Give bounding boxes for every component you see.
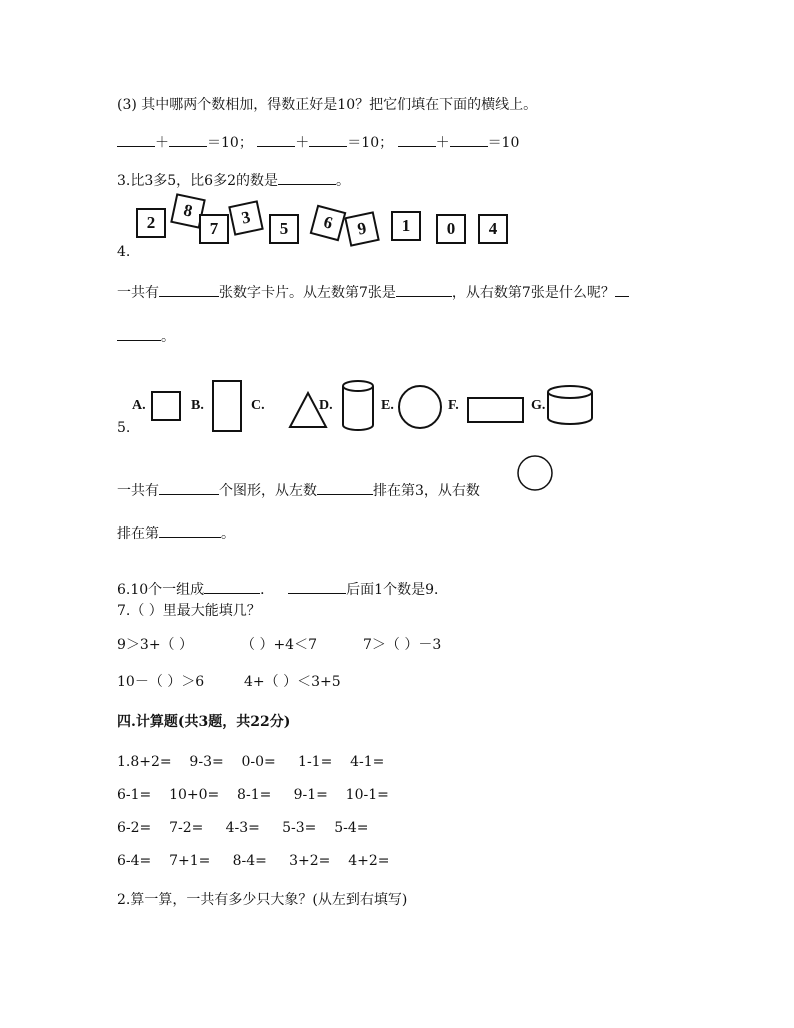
answer-blank[interactable]	[450, 132, 488, 147]
circle-icon	[516, 454, 556, 494]
shape-label-g: G.	[531, 398, 546, 413]
shape-label-c: C.	[251, 398, 265, 413]
plus-sign: ＋	[435, 135, 450, 151]
text: 排在第	[117, 526, 159, 542]
number-card: 5	[269, 214, 299, 244]
answer-blank[interactable]	[204, 579, 260, 594]
plus-sign: ＋	[155, 135, 169, 151]
shape-label-d: D.	[319, 398, 333, 413]
number-card: 6	[310, 205, 347, 242]
question-4-number: 4.	[117, 244, 131, 260]
equals-ten: ＝10	[487, 135, 520, 151]
number-card: 3	[228, 200, 264, 236]
answer-blank[interactable]	[278, 170, 336, 185]
question-5-line-2	[117, 523, 235, 543]
question-2-text: 2.算一算，一共有多少只大象？(从左到右填写)	[117, 892, 408, 908]
equals-ten: ＝10；	[347, 135, 394, 151]
text: 排在第3，从右数	[373, 483, 480, 499]
number-card: 4	[478, 214, 508, 244]
question-3	[117, 170, 350, 190]
number-card: 2	[136, 208, 166, 238]
answer-blank[interactable]	[396, 282, 452, 297]
answer-blank[interactable]	[169, 132, 207, 147]
text: 后面1个数是9．	[346, 582, 448, 598]
number-card: 9	[344, 211, 380, 247]
answer-blank[interactable]	[159, 523, 221, 538]
answer-blank[interactable]	[309, 132, 347, 147]
square-shape	[152, 392, 180, 420]
answer-blank[interactable]	[257, 132, 295, 147]
sum-equations-row	[117, 132, 519, 152]
plus-sign: ＋	[295, 135, 310, 151]
inequality: 9＞3+（ ）	[117, 637, 193, 653]
text: ．	[260, 582, 275, 598]
tall-rectangle-shape	[213, 381, 241, 431]
question-4-line-1	[117, 282, 629, 302]
question-6	[117, 579, 448, 599]
calculation-row: 6-1= 10+0= 8-1= 9-1= 10-1=	[117, 787, 389, 803]
wide-rectangle-shape	[468, 398, 523, 422]
answer-blank[interactable]	[398, 132, 436, 147]
calculation-row: 6-4= 7+1= 8-4= 3+2= 4+2=	[117, 853, 390, 869]
shape-label-e: E.	[381, 398, 394, 413]
period: 。	[161, 329, 175, 345]
question-3-part-3-text: (3) 其中哪两个数相加，得数正好是10？把它们填在下面的横线上。	[117, 97, 538, 113]
calculation-row: 1.8+2= 9-3= 0-0= 1-1= 4-1=	[117, 754, 385, 770]
shape-label-b: B.	[191, 398, 204, 413]
period: 。	[221, 526, 235, 542]
text: 张数字卡片。从左数第7张是	[219, 285, 396, 301]
inequality: 7＞（ ）－3	[363, 637, 442, 653]
question-4-line-2	[117, 326, 175, 346]
answer-blank[interactable]	[117, 132, 155, 147]
equals-ten: ＝10；	[207, 135, 253, 151]
text: 个图形，从左数	[219, 483, 317, 499]
text: 一共有	[117, 285, 159, 301]
shape-label-a: A.	[132, 398, 146, 413]
calculation-row: 6-2= 7-2= 4-3= 5-3= 5-4=	[117, 820, 369, 836]
number-card: 1	[391, 211, 421, 241]
inequality: （ ）+4＜7	[241, 637, 317, 653]
inequality: 4+（ ）＜3+5	[244, 674, 341, 690]
question-5-line-1	[117, 480, 480, 500]
inequality: 10－（ ）＞6	[117, 674, 205, 690]
question-7-title: 7.（ ）里最大能填几？	[117, 603, 261, 619]
shape-label-f: F.	[448, 398, 459, 413]
answer-blank[interactable]	[117, 326, 161, 341]
short-cylinder-shape	[548, 386, 592, 424]
answer-blank[interactable]	[159, 480, 219, 495]
standing-cylinder-shape	[343, 381, 373, 430]
text: ，从右数第7张是什么呢？	[451, 285, 615, 301]
number-card: 8	[170, 193, 206, 229]
question-5-number: 5.	[117, 420, 131, 436]
period: 。	[336, 173, 350, 189]
circle-shape	[399, 386, 441, 428]
answer-blank[interactable]	[288, 579, 346, 594]
number-card: 0	[436, 214, 466, 244]
text: 6.10个一组成	[117, 582, 205, 598]
answer-blank[interactable]	[615, 282, 629, 297]
number-card: 7	[199, 214, 229, 244]
answer-blank[interactable]	[317, 480, 373, 495]
answer-blank[interactable]	[159, 282, 219, 297]
question-3-text: 3.比3多5，比6多2的数是	[117, 173, 278, 189]
text: 一共有	[117, 483, 159, 499]
section-heading: 四.计算题(共3题，共22分)	[117, 714, 291, 730]
